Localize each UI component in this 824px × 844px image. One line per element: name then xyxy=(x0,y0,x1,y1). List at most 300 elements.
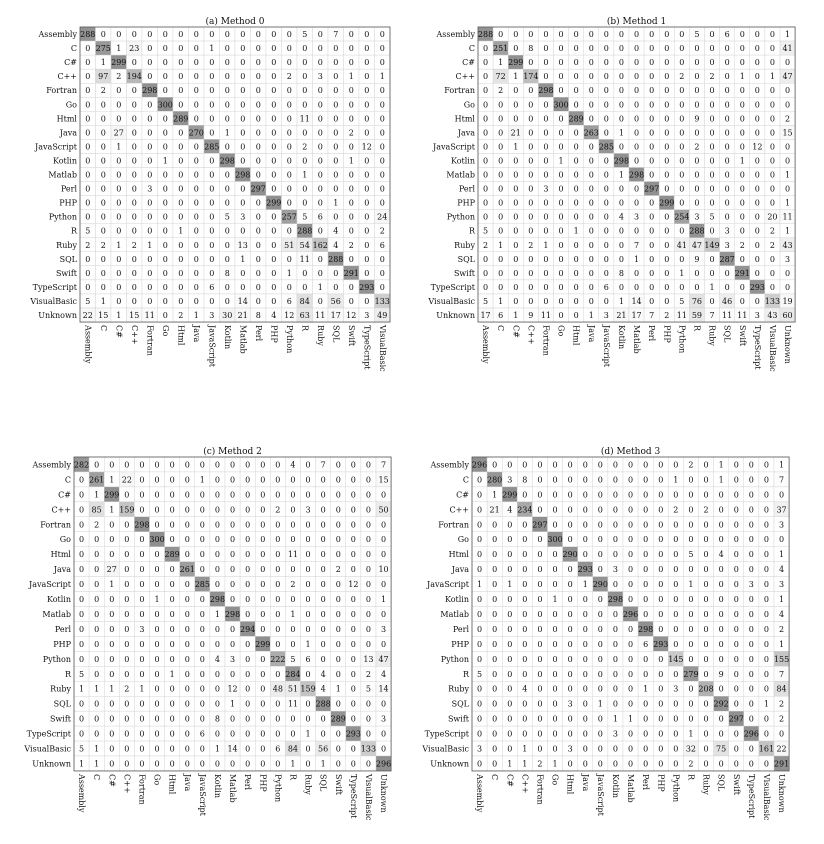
cell-value: 0 xyxy=(154,624,160,634)
cell-value: 0 xyxy=(507,744,513,754)
cell-value: 0 xyxy=(147,44,153,54)
cell-value: 0 xyxy=(350,535,356,545)
cell-value: 0 xyxy=(348,296,354,306)
cell-value: 0 xyxy=(169,744,175,754)
cell-value: 11 xyxy=(315,311,326,321)
cell-value: 0 xyxy=(94,714,100,724)
cell-value: 0 xyxy=(286,254,292,264)
cell-value: 0 xyxy=(260,595,266,605)
cell-value: 0 xyxy=(178,282,184,292)
cell-value: 0 xyxy=(245,669,251,679)
cell-value: 0 xyxy=(558,212,564,222)
cell-value: 0 xyxy=(365,699,371,709)
cell-value: 0 xyxy=(513,268,519,278)
cell-value: 297 xyxy=(250,184,266,194)
cell-value: 0 xyxy=(724,44,730,54)
cell-value: 0 xyxy=(245,535,251,545)
cell-value: 0 xyxy=(664,44,670,54)
row-label: Assembly xyxy=(38,30,77,40)
cell-value: 0 xyxy=(582,729,588,739)
cell-value: 0 xyxy=(365,475,371,485)
cell-value: 0 xyxy=(507,699,513,709)
cell-value: 0 xyxy=(558,184,564,194)
cell-value: 0 xyxy=(492,624,498,634)
cell-value: 0 xyxy=(739,86,745,96)
cell-value: 4 xyxy=(507,505,513,515)
cell-value: 0 xyxy=(333,72,339,82)
cell-value: 0 xyxy=(528,296,534,306)
cell-value: 0 xyxy=(365,595,371,605)
cell-value: 0 xyxy=(643,669,649,679)
cell-value: 11 xyxy=(299,254,310,264)
row-label: Html xyxy=(56,114,77,124)
row-label: Perl xyxy=(452,624,469,634)
cell-value: 7 xyxy=(320,460,326,470)
cell-value: 0 xyxy=(317,114,323,124)
cell-value: 0 xyxy=(703,669,709,679)
cell-value: 0 xyxy=(348,170,354,180)
cell-value: 0 xyxy=(649,268,655,278)
cell-value: 288 xyxy=(477,30,494,40)
cell-value: 0 xyxy=(275,475,281,485)
cell-value: 4 xyxy=(779,609,785,619)
cell-value: 0 xyxy=(537,699,543,709)
column-label: Perl xyxy=(647,325,657,342)
cell-value: 0 xyxy=(618,142,624,152)
cell-value: 0 xyxy=(333,156,339,166)
cell-value: 0 xyxy=(492,654,498,664)
cell-value: 3 xyxy=(543,184,549,194)
cell-value: 0 xyxy=(567,490,573,500)
cell-value: 0 xyxy=(286,44,292,54)
cell-value: 14 xyxy=(631,296,642,306)
cell-value: 0 xyxy=(302,184,308,194)
cell-value: 0 xyxy=(597,490,603,500)
cell-value: 0 xyxy=(245,744,251,754)
cell-value: 0 xyxy=(379,86,385,96)
cell-value: 0 xyxy=(109,744,115,754)
cell-value: 159 xyxy=(119,505,135,515)
cell-value: 0 xyxy=(154,654,160,664)
cell-value: 0 xyxy=(178,170,184,180)
cell-value: 0 xyxy=(193,212,199,222)
cell-value: 0 xyxy=(643,490,649,500)
cell-value: 0 xyxy=(305,609,311,619)
cell-value: 0 xyxy=(178,156,184,166)
cell-value: 0 xyxy=(573,311,579,321)
cell-value: 0 xyxy=(255,170,261,180)
cell-value: 0 xyxy=(703,639,709,649)
cell-value: 0 xyxy=(124,490,130,500)
cell-value: 0 xyxy=(709,128,715,138)
cell-value: 1 xyxy=(317,282,323,292)
cell-value: 0 xyxy=(245,595,251,605)
cell-value: 0 xyxy=(552,699,558,709)
cell-value: 0 xyxy=(754,30,760,40)
cell-value: 0 xyxy=(628,639,634,649)
cell-value: 0 xyxy=(603,240,609,250)
cell-value: 0 xyxy=(230,520,236,530)
cell-value: 9 xyxy=(694,254,700,264)
cell-value: 0 xyxy=(718,759,724,769)
cell-value: 0 xyxy=(79,565,85,575)
cell-value: 0 xyxy=(528,282,534,292)
cell-value: 0 xyxy=(85,170,91,180)
column-label: C xyxy=(98,325,108,332)
cell-value: 0 xyxy=(688,475,694,485)
row-label: Go xyxy=(463,100,475,110)
cell-value: 0 xyxy=(100,128,106,138)
cell-value: 0 xyxy=(754,114,760,124)
cell-value: 0 xyxy=(673,669,679,679)
cell-value: 1 xyxy=(94,759,100,769)
cell-value: 11 xyxy=(287,550,299,560)
cell-value: 0 xyxy=(643,609,649,619)
cell-value: 0 xyxy=(260,654,266,664)
cell-value: 0 xyxy=(694,268,700,278)
row-label: PHP xyxy=(59,198,77,208)
cell-value: 0 xyxy=(131,170,137,180)
cell-value: 287 xyxy=(719,254,735,264)
column-label: C++ xyxy=(129,325,139,345)
cell-value: 0 xyxy=(255,282,261,292)
cell-value: 222 xyxy=(270,654,286,664)
cell-value: 1 xyxy=(739,72,745,82)
column-label: R xyxy=(692,325,702,332)
cell-value: 19 xyxy=(782,296,793,306)
cell-value: 5 xyxy=(679,296,685,306)
cell-value: 275 xyxy=(95,44,111,54)
column-label: Swift xyxy=(737,325,747,347)
cell-value: 0 xyxy=(154,580,160,590)
cell-value: 0 xyxy=(507,520,513,530)
cell-value: 0 xyxy=(139,654,145,664)
cell-value: 298 xyxy=(607,595,624,605)
cell-value: 0 xyxy=(643,729,649,739)
cell-value: 0 xyxy=(335,595,341,605)
cell-value: 5 xyxy=(79,669,85,679)
cell-value: 289 xyxy=(164,550,180,560)
cell-value: 2 xyxy=(498,86,504,96)
cell-value: 1 xyxy=(763,699,769,709)
cell-value: 0 xyxy=(193,30,199,40)
cell-value: 5 xyxy=(688,550,694,560)
cell-value: 1 xyxy=(498,58,504,68)
cell-value: 0 xyxy=(513,114,519,124)
cell-value: 0 xyxy=(763,490,769,500)
cell-value: 0 xyxy=(131,282,137,292)
cell-value: 0 xyxy=(748,654,754,664)
cell-value: 0 xyxy=(634,100,640,110)
cell-value: 0 xyxy=(335,520,341,530)
cell-value: 0 xyxy=(350,684,356,694)
cell-value: 0 xyxy=(348,142,354,152)
cell-value: 0 xyxy=(628,550,634,560)
cell-value: 0 xyxy=(184,595,190,605)
cell-value: 0 xyxy=(603,86,609,96)
cell-value: 1 xyxy=(305,729,311,739)
cell-value: 3 xyxy=(567,699,573,709)
cell-value: 299 xyxy=(111,58,127,68)
cell-value: 0 xyxy=(649,198,655,208)
cell-value: 0 xyxy=(245,699,251,709)
cell-value: 298 xyxy=(613,156,630,166)
cell-value: 0 xyxy=(779,535,785,545)
cell-value: 3 xyxy=(240,212,246,222)
panel-a xyxy=(29,16,390,372)
cell-value: 0 xyxy=(649,142,655,152)
cell-value: 288 xyxy=(315,699,331,709)
cell-value: 2 xyxy=(124,684,130,694)
cell-value: 0 xyxy=(763,669,769,679)
cell-value: 0 xyxy=(184,580,190,590)
cell-value: 0 xyxy=(528,156,534,166)
cell-value: 0 xyxy=(507,669,513,679)
cell-value: 0 xyxy=(718,520,724,530)
cell-value: 0 xyxy=(286,142,292,152)
cell-value: 251 xyxy=(493,44,509,54)
cell-value: 0 xyxy=(124,714,130,724)
cell-value: 0 xyxy=(718,609,724,619)
column-label: Matlab xyxy=(626,773,636,803)
cell-value: 0 xyxy=(169,565,175,575)
cell-value: 0 xyxy=(618,30,624,40)
cell-value: 0 xyxy=(769,156,775,166)
cell-value: 0 xyxy=(364,114,370,124)
cell-value: 298 xyxy=(235,170,251,180)
cell-value: 0 xyxy=(552,609,558,619)
cell-value: 0 xyxy=(169,460,175,470)
cell-value: 0 xyxy=(785,86,791,96)
cell-value: 0 xyxy=(245,729,251,739)
row-label: VisualBasic xyxy=(428,296,475,306)
cell-value: 0 xyxy=(379,170,385,180)
cell-value: 0 xyxy=(209,58,215,68)
cell-value: 0 xyxy=(154,460,160,470)
cell-value: 11 xyxy=(737,311,748,321)
cell-value: 0 xyxy=(333,128,339,138)
cell-value: 0 xyxy=(350,624,356,634)
row-label: TypeScript xyxy=(26,729,71,739)
cell-value: 0 xyxy=(543,212,549,222)
cell-value: 0 xyxy=(552,460,558,470)
cell-value: 0 xyxy=(628,475,634,485)
row-label: Perl xyxy=(60,184,77,194)
panel-title: (b) Method 1 xyxy=(606,17,667,27)
cell-value: 0 xyxy=(558,30,564,40)
cell-value: 0 xyxy=(709,142,715,152)
cell-value: 0 xyxy=(364,170,370,180)
cell-value: 1 xyxy=(178,226,184,236)
cell-value: 0 xyxy=(588,268,594,278)
cell-value: 0 xyxy=(350,505,356,515)
cell-value: 0 xyxy=(245,639,251,649)
cell-value: 17 xyxy=(631,311,642,321)
cell-value: 6 xyxy=(305,654,311,664)
cell-value: 0 xyxy=(694,72,700,82)
cell-value: 1 xyxy=(100,58,106,68)
cell-value: 84 xyxy=(776,684,787,694)
cell-value: 0 xyxy=(552,624,558,634)
cell-value: 0 xyxy=(85,156,91,166)
cell-value: 0 xyxy=(320,595,326,605)
cell-value: 0 xyxy=(364,128,370,138)
cell-value: 0 xyxy=(271,296,277,306)
cell-value: 0 xyxy=(528,254,534,264)
cell-value: 0 xyxy=(286,226,292,236)
cell-value: 0 xyxy=(492,535,498,545)
cell-value: 0 xyxy=(603,226,609,236)
cell-value: 0 xyxy=(317,142,323,152)
cell-value: 0 xyxy=(492,639,498,649)
cell-value: 0 xyxy=(178,142,184,152)
cell-value: 0 xyxy=(184,699,190,709)
cell-value: 0 xyxy=(240,100,246,110)
cell-value: 0 xyxy=(350,699,356,709)
cell-value: 0 xyxy=(513,254,519,264)
cell-value: 1 xyxy=(94,490,100,500)
cell-value: 289 xyxy=(568,114,584,124)
cell-value: 0 xyxy=(582,639,588,649)
cell-value: 0 xyxy=(240,268,246,278)
cell-value: 285 xyxy=(194,580,210,590)
cell-value: 0 xyxy=(724,72,730,82)
cell-value: 0 xyxy=(240,184,246,194)
cell-value: 0 xyxy=(100,268,106,278)
panel-title: (a) Method 0 xyxy=(205,17,265,27)
cell-value: 0 xyxy=(628,699,634,709)
cell-value: 0 xyxy=(109,714,115,724)
cell-value: 0 xyxy=(290,505,296,515)
cell-value: 4 xyxy=(271,311,277,321)
cell-value: 0 xyxy=(507,729,513,739)
cell-value: 0 xyxy=(154,714,160,724)
cell-value: 0 xyxy=(588,100,594,110)
cell-value: 0 xyxy=(694,184,700,194)
cell-value: 0 xyxy=(673,699,679,709)
cell-value: 0 xyxy=(477,699,483,709)
cell-value: 72 xyxy=(495,72,506,82)
cell-value: 1 xyxy=(214,609,220,619)
cell-value: 0 xyxy=(492,729,498,739)
cell-value: 0 xyxy=(739,170,745,180)
cell-value: 288 xyxy=(689,226,705,236)
cell-value: 0 xyxy=(169,639,175,649)
row-label: Matlab xyxy=(48,170,77,180)
cell-value: 0 xyxy=(603,296,609,306)
cell-value: 0 xyxy=(573,142,579,152)
cell-value: 0 xyxy=(703,609,709,619)
cell-value: 0 xyxy=(199,490,205,500)
cell-value: 7 xyxy=(649,311,655,321)
column-label: Unknown xyxy=(379,773,389,813)
cell-value: 0 xyxy=(679,100,685,110)
cell-value: 0 xyxy=(658,565,664,575)
cell-value: 0 xyxy=(588,170,594,180)
cell-value: 0 xyxy=(582,520,588,530)
cell-value: 0 xyxy=(769,254,775,264)
cell-value: 1 xyxy=(673,475,679,485)
cell-value: 7 xyxy=(381,460,387,470)
cell-value: 6 xyxy=(603,282,609,292)
cell-value: 0 xyxy=(365,505,371,515)
cell-value: 0 xyxy=(271,212,277,222)
cell-value: 0 xyxy=(154,684,160,694)
cell-value: 0 xyxy=(100,282,106,292)
cell-value: 0 xyxy=(537,744,543,754)
cell-value: 0 xyxy=(492,580,498,590)
cell-value: 0 xyxy=(245,580,251,590)
row-label: C# xyxy=(456,490,469,500)
cell-value: 0 xyxy=(754,240,760,250)
cell-value: 0 xyxy=(673,609,679,619)
cell-value: 0 xyxy=(498,100,504,110)
cell-value: 0 xyxy=(139,490,145,500)
cell-value: 0 xyxy=(498,254,504,264)
cell-value: 0 xyxy=(255,100,261,110)
cell-value: 0 xyxy=(558,268,564,278)
cell-value: 0 xyxy=(139,639,145,649)
cell-value: 2 xyxy=(178,311,184,321)
cell-value: 5 xyxy=(85,296,91,306)
cell-value: 0 xyxy=(131,268,137,278)
cell-value: 0 xyxy=(567,520,573,530)
cell-value: 0 xyxy=(260,460,266,470)
cell-value: 0 xyxy=(769,268,775,278)
cell-value: 0 xyxy=(124,535,130,545)
cell-value: 0 xyxy=(739,30,745,40)
cell-value: 0 xyxy=(379,198,385,208)
cell-value: 0 xyxy=(718,580,724,590)
cell-value: 0 xyxy=(763,475,769,485)
cell-value: 0 xyxy=(100,254,106,264)
cell-value: 297 xyxy=(644,184,660,194)
cell-value: 0 xyxy=(567,475,573,485)
cell-value: 0 xyxy=(769,114,775,124)
cell-value: 0 xyxy=(477,520,483,530)
cell-value: 0 xyxy=(124,669,130,679)
cell-value: 0 xyxy=(255,156,261,166)
cell-value: 2 xyxy=(379,226,385,236)
cell-value: 1 xyxy=(224,128,230,138)
cell-value: 0 xyxy=(537,624,543,634)
cell-value: 1 xyxy=(240,254,246,264)
cell-value: 0 xyxy=(543,282,549,292)
cell-value: 0 xyxy=(255,268,261,278)
cell-value: 0 xyxy=(317,184,323,194)
cell-value: 0 xyxy=(477,684,483,694)
cell-value: 0 xyxy=(763,550,769,560)
cell-value: 0 xyxy=(664,170,670,180)
column-label: Python xyxy=(671,773,681,803)
cell-value: 0 xyxy=(522,490,528,500)
cell-value: 1 xyxy=(379,72,385,82)
column-label: Html xyxy=(571,325,581,346)
cell-value: 0 xyxy=(348,100,354,110)
cell-value: 0 xyxy=(618,86,624,96)
column-label: Unknown xyxy=(783,325,793,364)
cell-value: 0 xyxy=(184,520,190,530)
cell-value: 0 xyxy=(477,654,483,664)
cell-value: 0 xyxy=(634,198,640,208)
cell-value: 0 xyxy=(255,44,261,54)
cell-value: 0 xyxy=(240,72,246,82)
cell-value: 297 xyxy=(728,714,744,724)
cell-value: 0 xyxy=(209,114,215,124)
cell-value: 0 xyxy=(139,505,145,515)
cell-value: 0 xyxy=(483,156,489,166)
cell-value: 12 xyxy=(284,311,295,321)
